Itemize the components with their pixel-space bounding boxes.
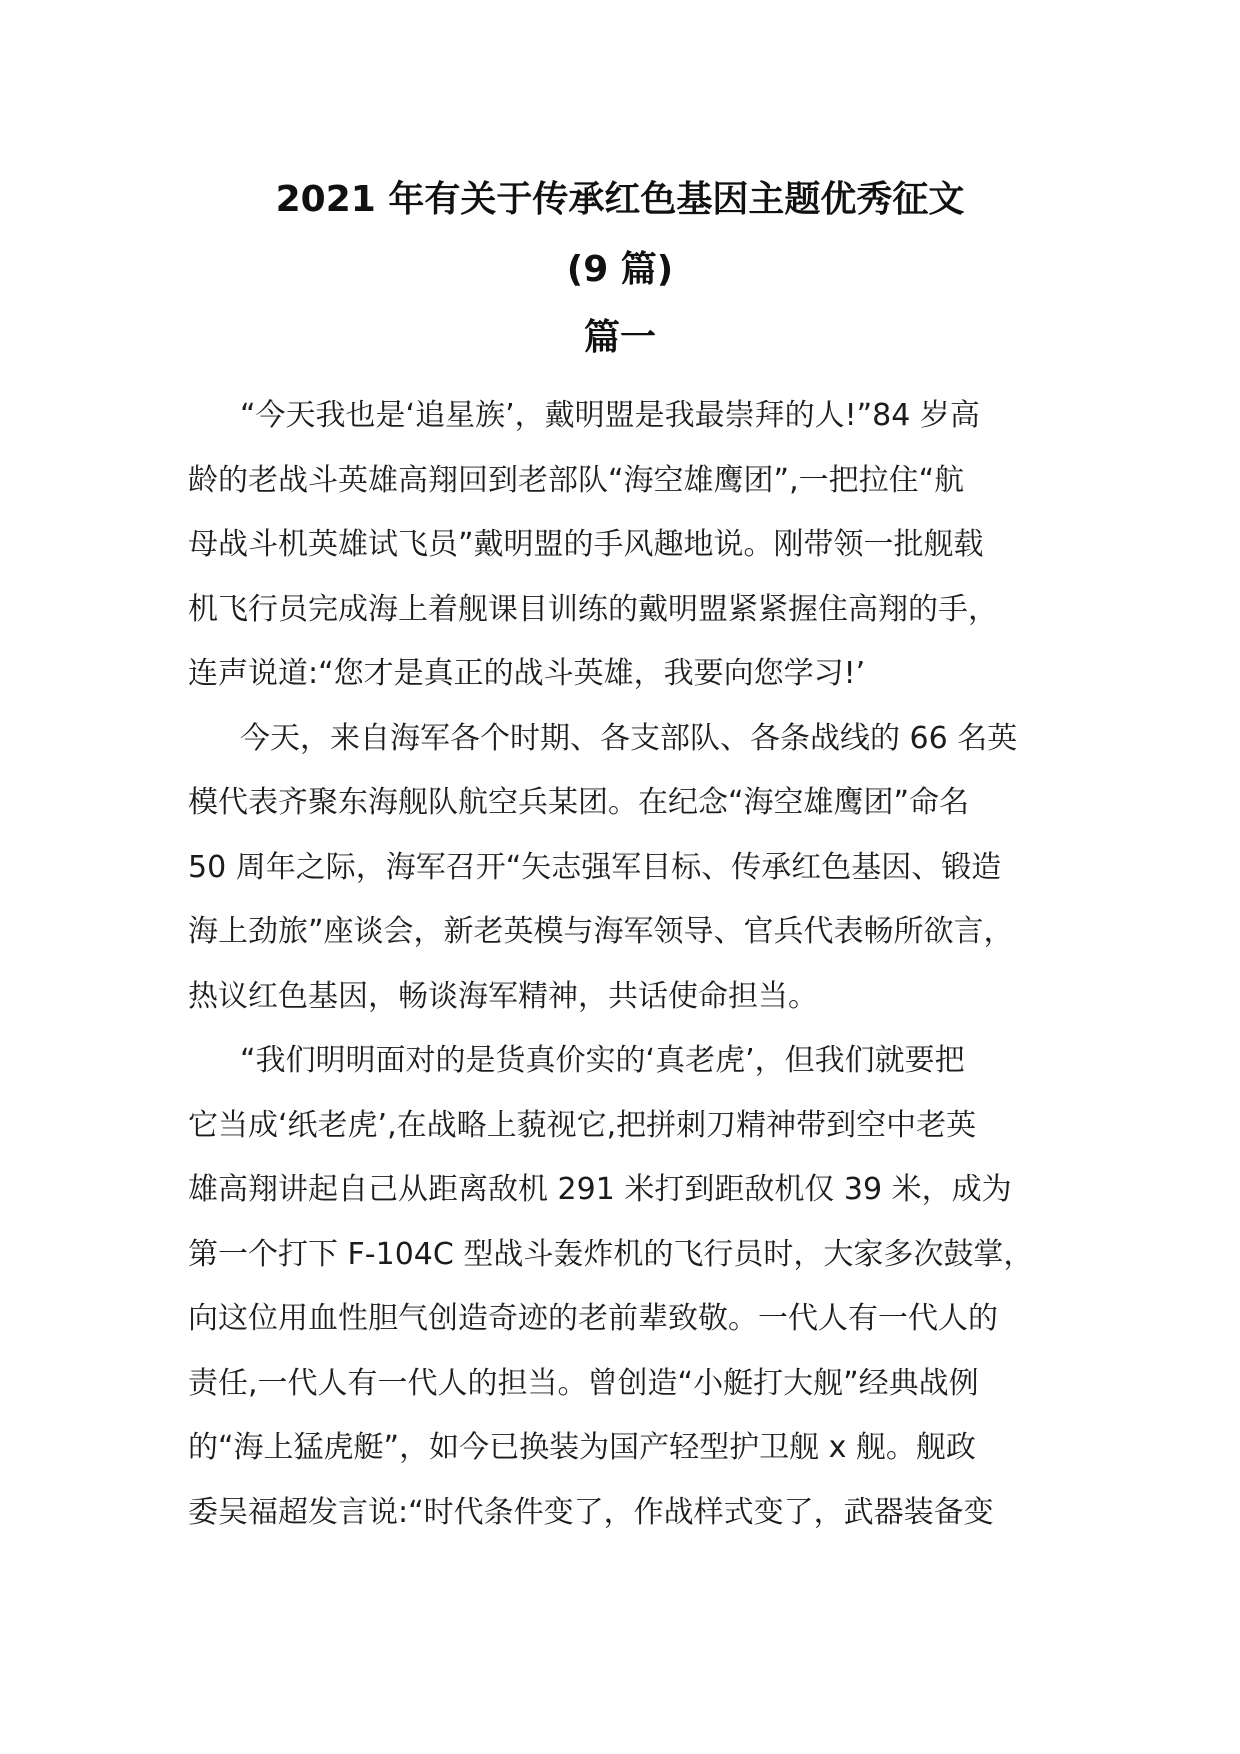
body-line: 第一个打下 F-104C 型战斗轰炸机的飞行员时，大家多次鼓掌， xyxy=(188,1236,1034,1272)
body-line: 雄高翔讲起自己从距离敌机 291 米打到距敌机仅 39 米，成为 xyxy=(188,1172,1012,1207)
body-line: 热议红色基因，畅谈海军精神，共话使命担当。 xyxy=(188,978,818,1014)
body-line: 机飞行员完成海上着舰课目训练的戴明盟紧紧握住高翔的手， xyxy=(188,591,998,627)
document-body xyxy=(188,384,1088,1545)
body-line: 委吴福超发言说:“时代条件变了，作战样式变了，武器装备变 xyxy=(188,1494,994,1530)
body-line: “我们明明面对的是货真价实的‘真老虎’，但我们就要把 xyxy=(240,1043,965,1078)
body-line: 责任,一代人有一代人的担当。曾创造“小艇打大舰”经典战例 xyxy=(188,1365,979,1401)
body-line: 母战斗机英雄试飞员”戴明盟的手风趣地说。刚带领一批舰载 xyxy=(188,527,984,562)
document-title-line-1: 2021 年有关于传承红色基因主题优秀征文 xyxy=(275,179,965,220)
body-line: 它当成‘纸老虎’,在战略上藐视它,把拼刺刀精神带到空中老英 xyxy=(188,1107,977,1143)
body-line: 今天，来自海军各个时期、各支部队、各条战线的 66 名英 xyxy=(240,720,1018,756)
body-line: 模代表齐聚东海舰队航空兵某团。在纪念“海空雄鹰团”命名 xyxy=(188,785,970,820)
body-line: 海上劲旅”座谈会，新老英模与海军领导、官兵代表畅所欲言， xyxy=(188,914,1014,949)
body-line: 向这位用血性胆气创造奇迹的老前辈致敬。一代人有一代人的 xyxy=(188,1301,998,1336)
document-title-line-2: (9 篇) xyxy=(566,249,674,290)
section-heading: 篇一 xyxy=(583,317,656,358)
body-line: 的“海上猛虎艇”，如今已换装为国产轻型护卫舰 x 舰。舰政 xyxy=(188,1430,976,1465)
body-line: 龄的老战斗英雄高翔回到老部队“海空雄鹰团”,一把拉住“航 xyxy=(188,462,965,498)
body-line: 连声说道:“您才是真正的战斗英雄，我要向您学习!’ xyxy=(188,656,866,691)
body-line: 50 周年之际，海军召开“矢志强军目标、传承红色基因、锻造 xyxy=(188,849,1002,885)
body-line: “今天我也是‘追星族’，戴明盟是我最崇拜的人!”84 岁高 xyxy=(240,398,980,433)
